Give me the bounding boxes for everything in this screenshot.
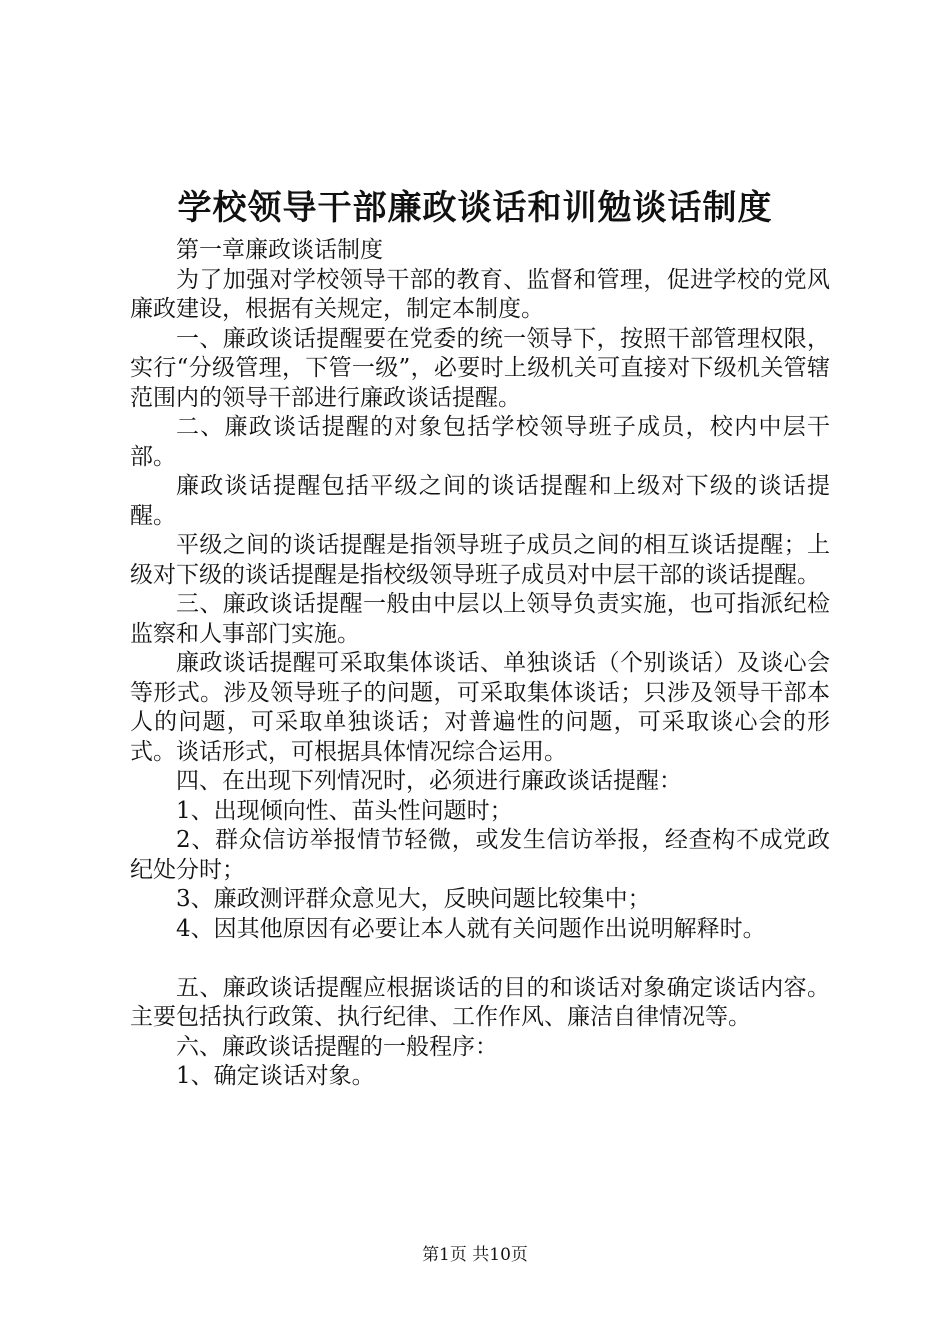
list-item: 4、因其他原因有必要让本人就有关问题作出说明解释时。	[176, 915, 766, 942]
paragraph-chapter-heading: 第一章廉政谈话制度	[176, 237, 383, 263]
page-footer: 第1页 共10页	[422, 1245, 528, 1265]
list-item: 1、确定谈话对象。	[176, 1063, 375, 1089]
paragraph: 三、廉政谈话提醒一般由中层以上领导负责实施，也可指派纪检监察和人事部门实施。	[130, 591, 830, 647]
list-item: 2、群众信访举报情节轻微，或发生信访举报，经查构不成党政纪处分时；	[130, 827, 830, 883]
document-body	[130, 236, 830, 1092]
paragraph: 一、廉政谈话提醒要在党委的统一领导下，按照干部管理权限，实行“分级管理，下管一级”，必要时上级机关可直接对下级机关管辖范围内的领导干部进行廉政谈话提醒。	[130, 325, 830, 411]
paragraph: 二、廉政谈话提醒的对象包括学校领导班子成员，校内中层干部。	[130, 414, 830, 470]
list-item: 1、出现倾向性、苗头性问题时；	[176, 797, 513, 824]
document-title: 学校领导干部廉政谈话和训勉谈话制度	[177, 188, 773, 228]
paragraph: 六、廉政谈话提醒的一般程序：	[176, 1033, 498, 1060]
paragraph: 平级之间的谈话提醒是指领导班子成员之间的相互谈话提醒；上级对下级的谈话提醒是指校级领导班子成员对中层干部的谈话提醒。	[130, 532, 830, 588]
paragraph: 廉政谈话提醒包括平级之间的谈话提醒和上级对下级的谈话提醒。	[130, 473, 830, 529]
list-item: 3、廉政测评群众意见大，反映问题比较集中；	[176, 886, 651, 912]
paragraph: 四、在出现下列情况时，必须进行廉政谈话提醒：	[176, 768, 682, 794]
paragraph: 廉政谈话提醒可采取集体谈话、单独谈话（个别谈话）及谈心会等形式。涉及领导班子的问题，可采取集体谈话；只涉及领导干部本人的问题，可采取单独谈话；对普遍性的问题，可采取谈心会的形式。谈话形式，可根据具体情况综合运用。	[130, 650, 830, 765]
paragraph: 五、廉政谈话提醒应根据谈话的目的和谈话对象确定谈话内容。主要包括执行政策、执行纪律、工作作风、廉洁自律情况等。	[130, 974, 830, 1030]
paragraph: 为了加强对学校领导干部的教育、监督和管理，促进学校的党风廉政建设，根据有关规定，制定本制度。	[130, 266, 830, 322]
